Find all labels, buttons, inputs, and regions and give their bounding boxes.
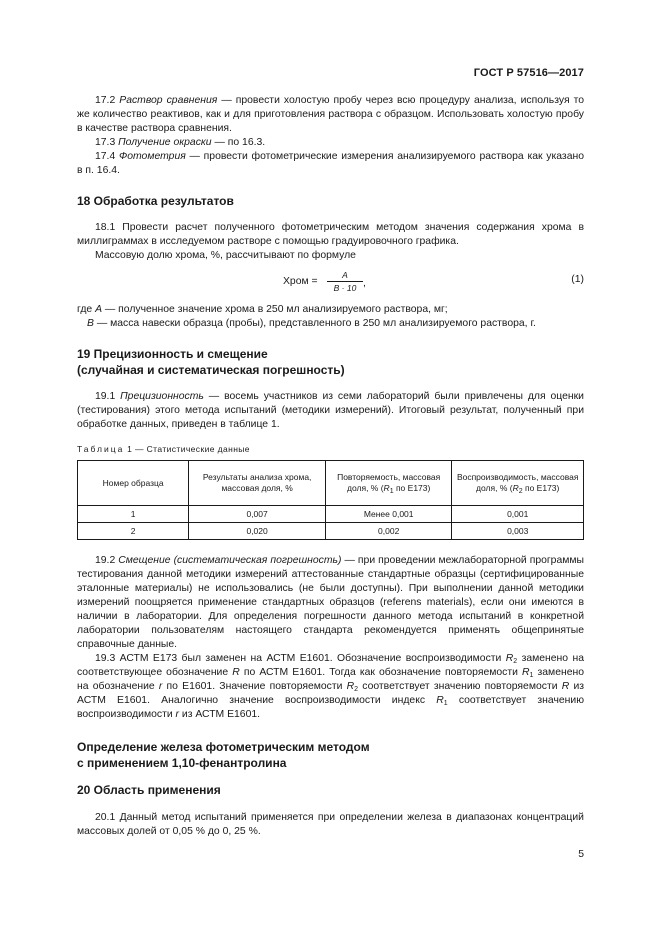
clause-number: 17.3 — [95, 137, 116, 148]
table-header-row — [78, 461, 584, 506]
table-row — [78, 506, 584, 523]
clause-text: — по 16.3. — [211, 137, 266, 148]
where-b — [77, 317, 584, 331]
var-r1: R — [522, 667, 530, 678]
text-part: соответствует значению воспроизводимости — [77, 695, 584, 720]
table-cell: 0,020 — [189, 523, 326, 540]
var-r2: R — [346, 681, 355, 692]
variable-a: A — [95, 304, 102, 315]
var-r1: R — [436, 695, 444, 706]
reproducibility-label: Воспроизводимость, массовая доля, % ( — [456, 472, 579, 493]
table-1-caption — [77, 442, 584, 456]
paragraph-19-2 — [77, 554, 584, 652]
repeatability-ref: по E173) — [393, 483, 431, 493]
clause-term: Раствор сравнения — [119, 95, 218, 106]
formula-fraction — [327, 269, 363, 294]
text-part: из АСТМ Е1601. Аналогично значение воспроизводимости индекс — [77, 681, 585, 706]
text-part: 19.3 АСТМ Е173 был заменен на АСТМ Е1601. Обозначение воспроизводимости — [95, 653, 506, 664]
repeatability-label: Повторяемость, массовая доля, % ( — [337, 472, 441, 493]
clause-text: — провести холостую пробу через всю процедуру анализа, используя то же количество реактивов, как и для приготовления раствора с образцом. Использовать холостую пробу в качестве раствора сравнения. — [77, 95, 585, 134]
formula-1 — [77, 267, 584, 301]
var-r: R — [232, 667, 240, 678]
var-r2: R — [505, 653, 514, 664]
paragraph-18-1: 18.1 Провести расчет полученного фотометрическим методом значения содержания хрома в миллиграммах в исследуемом растворе с помощью градуировочного графика. — [77, 222, 584, 247]
table-header-reproducibility — [452, 461, 584, 506]
table-header-repeatability — [325, 461, 452, 506]
table-cell: 0,003 — [452, 523, 584, 540]
table-cell: Менее 0,001 — [325, 506, 452, 523]
where-prefix: где — [77, 304, 96, 315]
where-a — [77, 303, 584, 317]
text-part: соответствует значению повторяемости — [358, 681, 562, 692]
table-cell: 0,001 — [452, 506, 584, 523]
repeatability-var: R — [383, 483, 390, 493]
var-sub: 1 — [529, 672, 534, 679]
text-part: по АСТМ Е1601. Тогда как обозначение повторяемости — [239, 667, 522, 678]
section-19-heading-line2: (случайная и систематическая погрешность) — [77, 363, 345, 377]
text-part: заменено на обозначение — [77, 667, 585, 692]
var-r-lower: r — [175, 709, 179, 720]
variable-b: B — [87, 318, 94, 329]
page-number: 5 — [578, 849, 584, 860]
table-caption-text: 1 — Статистические данные — [124, 444, 250, 454]
reproducibility-var: R — [512, 483, 519, 493]
formula-lhs: Хром = — [283, 276, 318, 287]
iron-method-heading — [77, 739, 584, 771]
paragraph-19-3 — [77, 652, 584, 722]
repeatability-sub: 1 — [389, 488, 394, 495]
paragraph-19-1 — [77, 390, 584, 432]
text-part: по Е1601. Значение повторяемости — [162, 681, 347, 692]
section-19-heading-line1: 19 Прецизионность и смещение — [77, 347, 268, 361]
var-sub: 1 — [443, 700, 448, 707]
var-sub: 2 — [354, 686, 359, 693]
table-caption-label: Таблица — [77, 444, 125, 454]
table-cell: 0,007 — [189, 506, 326, 523]
section-18-heading: 18 Обработка результатов — [77, 194, 234, 208]
var-r-lower: r — [158, 681, 163, 692]
clause-text: — провести фотометрические измерения анализируемого раствора как указано в п. 16.4. — [77, 151, 584, 176]
var-sub: 2 — [513, 658, 518, 665]
var-r: R — [561, 681, 570, 692]
formula-comma: , — [363, 278, 366, 289]
text-part: заменено на соответствующее обозначение — [77, 653, 584, 678]
formula-denominator-text: B · 10 — [333, 283, 357, 293]
clause-number: 19.1 — [95, 391, 121, 402]
statistics-table — [77, 460, 584, 540]
clause-term: Смещение (систематическая погрешность) — [118, 555, 342, 566]
table-cell: 2 — [78, 523, 189, 540]
standard-header: ГОСТ Р 57516—2017 — [473, 67, 584, 79]
clause-number: 19.2 — [95, 555, 119, 566]
table-cell: 1 — [78, 506, 189, 523]
table-header-sample: Номер образца — [78, 461, 189, 506]
iron-heading-line1: Определение железа фотометрическим методом — [77, 740, 370, 754]
clause-number: 17.4 — [95, 151, 116, 162]
clause-term: Прецизионность — [120, 391, 204, 402]
reproducibility-sub: 2 — [518, 488, 523, 495]
table-cell: 0,002 — [325, 523, 452, 540]
formula-number: (1) — [571, 274, 584, 285]
section-20-heading: 20 Область применения — [77, 783, 221, 797]
table-header-result: Результаты анализа хрома, массовая доля, % — [189, 461, 326, 506]
paragraph-17-3 — [77, 136, 584, 150]
clause-text: — при проведении межлабораторной программы тестирования данной методики измерений аттестованные стандартные образцы (сертифицированные эталонные материалы) не использовались (не были доступны). При выполнении данной методики измерений поощряется применение стандартных образцов (referens materials), если они имеются в наличии в лаборатории. Для определения погрешности данного метода испытаний в конкретной лаборатории пользователям настоящего стандарта рекомендуется применять общепринятые справочные данные. — [77, 555, 584, 650]
reproducibility-ref: по E173) — [522, 483, 560, 493]
paragraph-20-1: 20.1 Данный метод испытаний применяется при определении железа в диапазонах концентраций массовых долей от 0,05 % до 0, 25 %. — [77, 812, 584, 837]
paragraph-17-4 — [77, 150, 584, 178]
clause-number: 17.2 — [95, 95, 116, 106]
page-content — [77, 94, 584, 839]
formula-denominator — [327, 282, 363, 294]
text-part: из АСТМ Е1601. — [179, 709, 261, 720]
where-b-text: — масса навески образца (пробы), представленного в 250 мл анализируемого раствора, г. — [93, 318, 536, 329]
iron-heading-line2: с применением 1,10-фенантролина — [77, 756, 287, 770]
section-19-heading — [77, 346, 584, 378]
table-row — [78, 523, 584, 540]
clause-text: — восемь участников из семи лабораторий были привлечены для оценки (тестирования) этого метода испытаний (методики измерений). Итоговый результат, полученный при обработке данных, приведен в таблице 1. — [77, 391, 584, 430]
clause-term: Получение окраски — [118, 137, 212, 148]
clause-term: Фотометрия — [118, 151, 186, 162]
formula-numerator: A — [327, 269, 363, 282]
paragraph-18-formula-intro: Массовую долю хрома, %, рассчитывают по формуле — [95, 250, 356, 261]
where-a-text: — полученное значение хрома в 250 мл анализируемого раствора, мг; — [102, 304, 448, 315]
paragraph-17-2 — [77, 94, 584, 136]
